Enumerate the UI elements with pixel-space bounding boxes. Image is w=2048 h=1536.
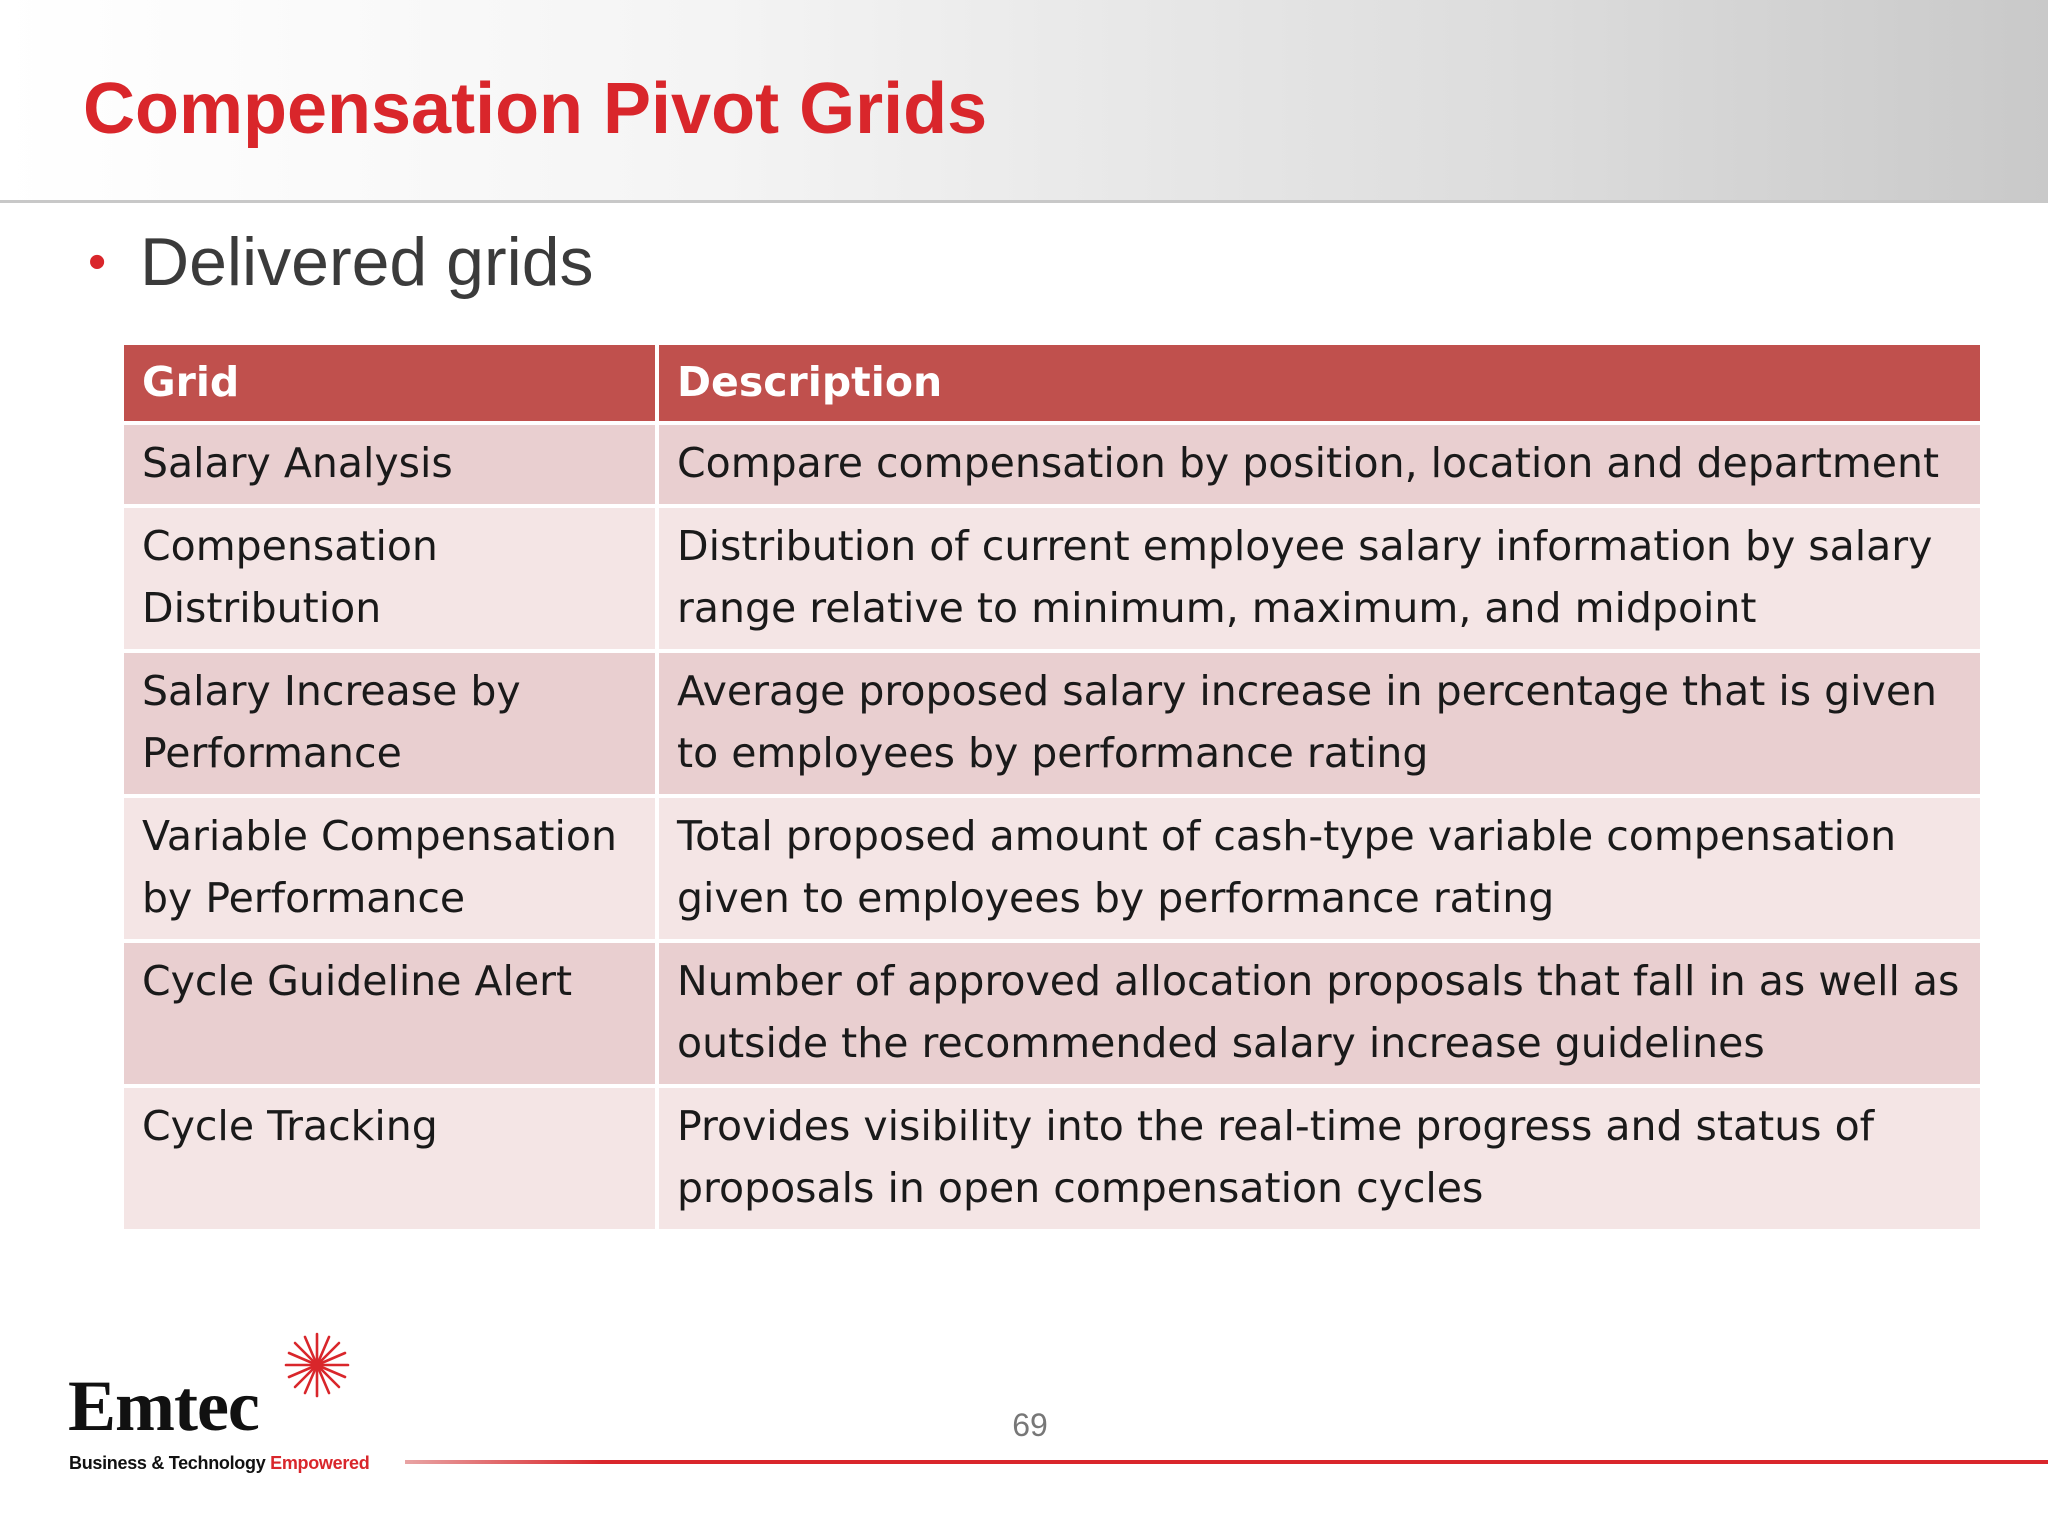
table-row xyxy=(122,941,1982,1086)
grids-table xyxy=(120,341,1984,1233)
tagline-accent: Empowered xyxy=(270,1453,370,1473)
slide-title: Compensation Pivot Grids xyxy=(83,69,988,149)
bullet-dot-icon: • xyxy=(88,233,107,291)
header-description: Description xyxy=(657,343,1982,423)
grid-cell: Cycle Tracking xyxy=(122,1086,657,1231)
table-row xyxy=(122,1086,1982,1231)
emtec-logo xyxy=(68,1330,398,1480)
table-row xyxy=(122,796,1982,941)
description-cell: Total proposed amount of cash-type variable compensation given to employees by performance rating xyxy=(657,796,1982,941)
grid-cell: Cycle Guideline Alert xyxy=(122,941,657,1086)
description-cell: Number of approved allocation proposals that fall in as well as outside the recommended salary increase guidelines xyxy=(657,941,1982,1086)
logo-tagline xyxy=(69,1452,369,1474)
page-number: 69 xyxy=(1012,1407,1048,1443)
grid-cell: Salary Increase by Performance xyxy=(122,651,657,796)
grid-cell: Compensation Distribution xyxy=(122,506,657,651)
bullet-text: Delivered grids xyxy=(140,224,594,300)
tagline-main: Business & Technology xyxy=(69,1453,271,1473)
table-row xyxy=(122,423,1982,506)
table-row xyxy=(122,506,1982,651)
grid-cell: Variable Compensation by Performance xyxy=(122,796,657,941)
description-cell: Compare compensation by position, location and department xyxy=(657,423,1982,506)
grid-cell: Salary Analysis xyxy=(122,423,657,506)
table-header-row xyxy=(122,343,1982,423)
description-cell: Average proposed salary increase in percentage that is given to employees by performance rating xyxy=(657,651,1982,796)
description-cell: Provides visibility into the real-time progress and status of proposals in open compensation cycles xyxy=(657,1086,1982,1231)
table-row xyxy=(122,651,1982,796)
footer-divider xyxy=(405,1460,2048,1464)
description-cell: Distribution of current employee salary information by salary range relative to minimum, maximum, and midpoint xyxy=(657,506,1982,651)
logo-wordmark: Emtec xyxy=(68,1366,259,1446)
header-grid: Grid xyxy=(122,343,657,423)
starburst-icon xyxy=(282,1330,352,1400)
